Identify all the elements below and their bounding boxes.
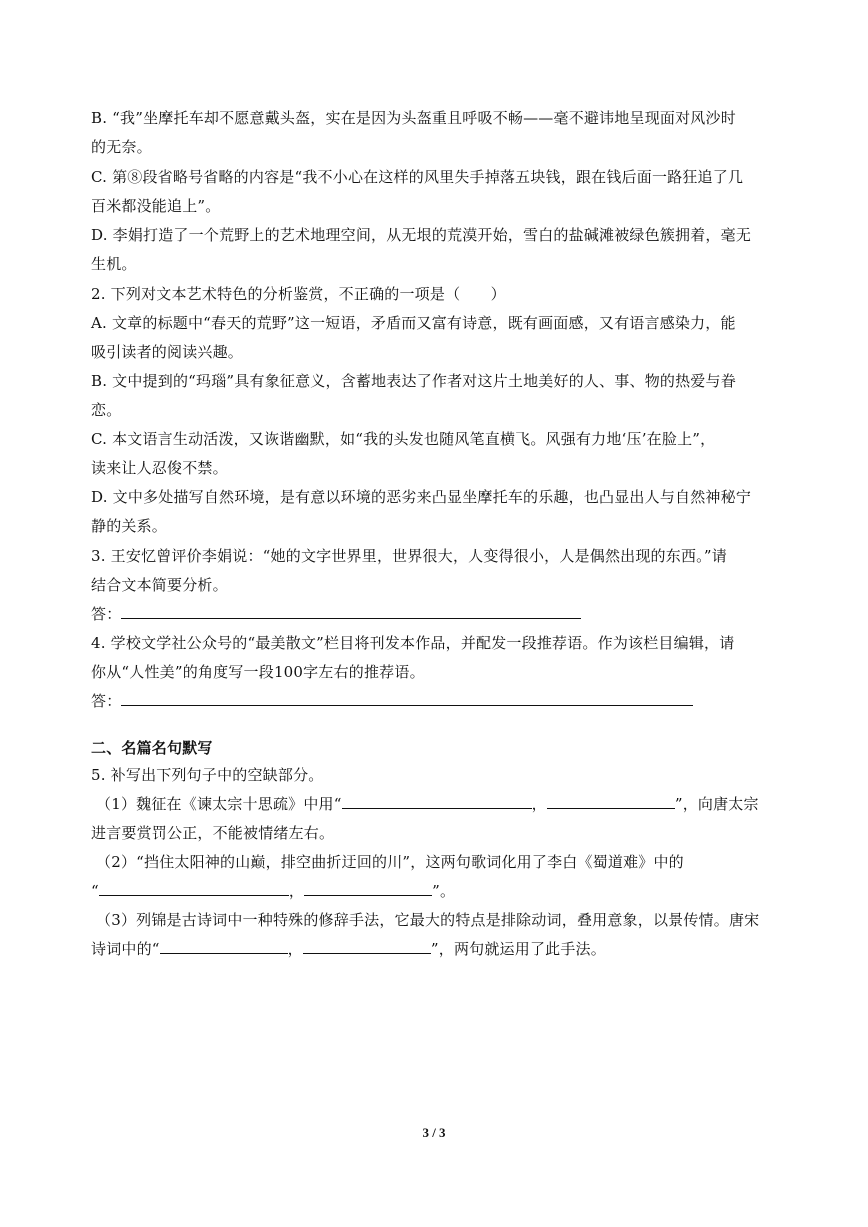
q5-stem: 5. 补写出下列句子中的空缺部分。 <box>91 766 324 784</box>
q2-option-a-line1: A. 文章的标题中“春天的荒野”这一短语，矛盾而又富有诗意，既有画面感，又有语言感染力，能 <box>91 314 736 332</box>
q2-option-b-line2: 恋。 <box>91 401 122 419</box>
q4-answer-row <box>91 691 693 711</box>
q5-item2-line2 <box>91 881 455 901</box>
q5-item1-line2: 进言要赏罚公正，不能被情绪左右。 <box>91 824 335 842</box>
section-heading: 二、名篇名句默写 <box>91 739 213 757</box>
q2-stem: 2. 下列对文本艺术特色的分析鉴赏，不正确的一项是（ ） <box>91 285 506 303</box>
q5-item1-sep: ， <box>531 795 547 813</box>
q5-item3-blank2[interactable] <box>303 939 431 954</box>
q4-stem-line1: 4. 学校文学社公众号的“最美散文”栏目将刊发本作品，并配发一段推荐语。作为该栏目编辑，请 <box>91 634 735 652</box>
q3-answer-row <box>91 604 581 624</box>
q5-item2-blank1[interactable] <box>99 881 289 896</box>
q3-stem-line2: 结合文本简要分析。 <box>91 576 228 594</box>
q3-answer-label: 答： <box>91 605 122 623</box>
q4-answer-label: 答： <box>91 692 122 710</box>
q5-item3-suffix: ”，两句就运用了此手法。 <box>430 940 606 958</box>
q3-stem-line1: 3. 王安忆曾评价李娟说：“她的文字世界里，世界很大，人变得很小，人是偶然出现的东西。”请 <box>91 547 727 565</box>
q5-item3-blank1[interactable] <box>160 939 288 954</box>
q5-item1-line1 <box>96 794 759 814</box>
q1-option-d-line2: 生机。 <box>91 255 137 273</box>
q5-item2-open: “ <box>91 882 99 900</box>
q3-answer-blank[interactable] <box>121 604 581 619</box>
page-number: 3 / 3 <box>422 1125 446 1140</box>
q5-item3-sep: ， <box>287 940 303 958</box>
q1-option-c-line2: 百米都没能追上”。 <box>91 197 221 215</box>
q5-item2-blank2[interactable] <box>304 881 432 896</box>
q5-item3-prefix: 诗词中的“ <box>91 940 160 958</box>
q5-item3-line1: （3）列锦是古诗词中一种特殊的修辞手法，它最大的特点是排除动词，叠用意象，以景传情。唐宋 <box>96 911 760 929</box>
q5-item2-close: ”。 <box>432 882 456 900</box>
q5-item1-suffix: ”，向唐太宗 <box>674 795 759 813</box>
q2-option-c-line2: 读来让人忍俊不禁。 <box>91 459 228 477</box>
q1-option-b-line2: 的无奈。 <box>91 138 152 156</box>
q4-answer-blank[interactable] <box>121 691 693 706</box>
q5-item2-line1: （2）“挡住太阳神的山巅，排空曲折迂回的川”，这两句歌词化用了李白《蜀道难》中的 <box>96 853 684 871</box>
q5-item3-line2 <box>91 939 606 959</box>
q1-option-c-line1: C. 第⑧段省略号省略的内容是“我不小心在这样的风里失手掉落五块钱，跟在钱后面一路狂追了几 <box>91 168 744 186</box>
q2-option-a-line2: 吸引读者的阅读兴趣。 <box>91 343 244 361</box>
q1-option-d-line1: D. 李娟打造了一个荒野上的艺术地理空间，从无垠的荒漠开始，雪白的盐碱滩被绿色簇拥着，毫无 <box>91 226 752 244</box>
q1-option-b-line1: B. “我”坐摩托车却不愿意戴头盔，实在是因为头盔重且呼吸不畅——毫不避讳地呈现面对风沙时 <box>91 109 736 127</box>
q5-item1-blank1[interactable] <box>342 794 532 809</box>
q5-item1-prefix: （1）魏征在《谏太宗十思疏》中用“ <box>96 795 342 813</box>
q2-option-d-line2: 静的关系。 <box>91 517 168 535</box>
q2-option-d-line1: D. 文中多处描写自然环境，是有意以环境的恶劣来凸显坐摩托车的乐趣，也凸显出人与自然神秘宁 <box>91 488 752 506</box>
q2-option-b-line1: B. 文中提到的“玛瑙”具有象征意义，含蓄地表达了作者对这片土地美好的人、事、物的热爱与眷 <box>91 372 736 390</box>
q2-option-c-line1: C. 本文语言生动活泼，又诙谐幽默，如“我的头发也随风笔直横飞。风强有力地‘压’在脸上”， <box>91 430 716 448</box>
q5-item2-sep: ， <box>288 882 305 900</box>
q4-stem-line2: 你从“人性美”的角度写一段100字左右的推荐语。 <box>91 663 425 681</box>
q5-item1-blank2[interactable] <box>547 794 675 809</box>
